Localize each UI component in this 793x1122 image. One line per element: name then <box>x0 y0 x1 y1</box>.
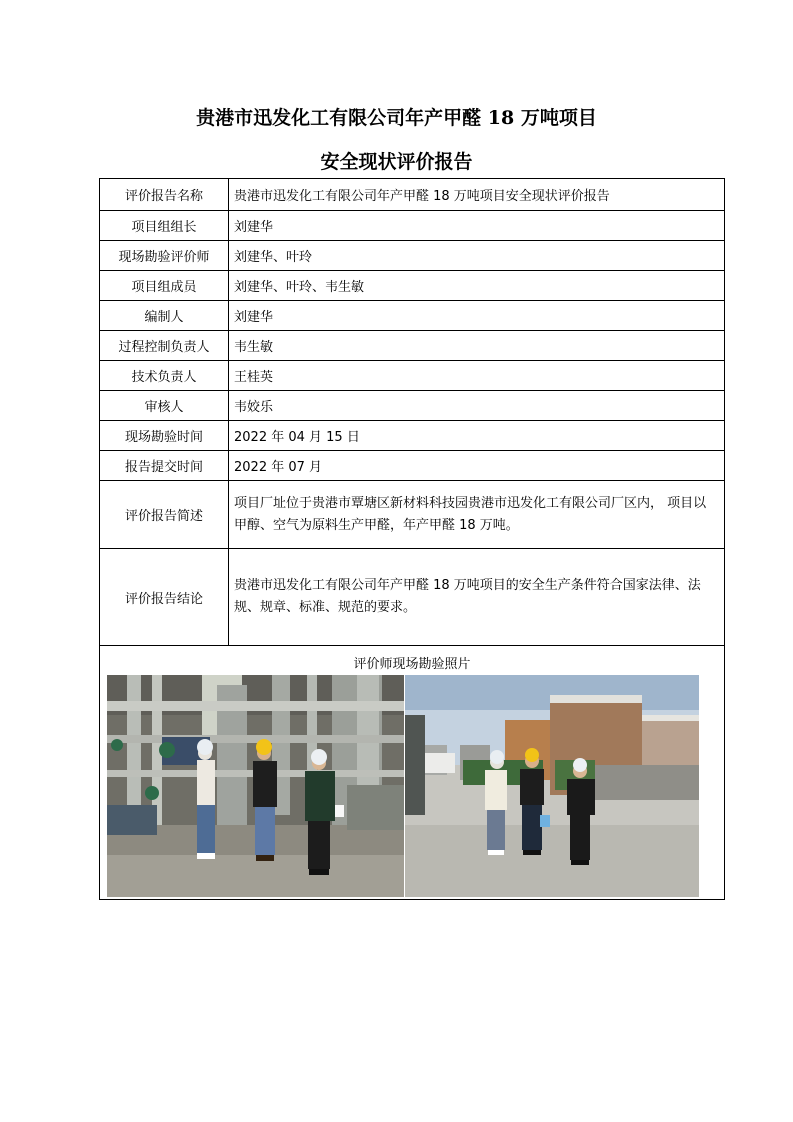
table-row <box>100 241 725 271</box>
row-value: 项目厂址位于贵港市覃塘区新材料科技园贵港市迅发化工有限公司厂区内， 项目以甲醇、空气为原料生产甲醛，年产甲醛 18 万吨。 <box>229 481 725 549</box>
row-value: 刘建华、叶玲 <box>229 241 725 271</box>
row-label: 编制人 <box>100 301 229 331</box>
row-label: 现场勘验评价师 <box>100 241 229 271</box>
table-row <box>100 271 725 301</box>
row-value: 王桂英 <box>229 361 725 391</box>
row-value: 刘建华、叶玲、韦生敏 <box>229 271 725 301</box>
row-label: 过程控制负责人 <box>100 331 229 361</box>
table-row <box>100 361 725 391</box>
table-row <box>100 391 725 421</box>
row-label: 评价报告名称 <box>100 179 229 211</box>
row-value: 2022 年 04 月 15 日 <box>229 421 725 451</box>
table-row <box>100 481 725 549</box>
table-row <box>100 421 725 451</box>
site-photo-storage-tanks <box>405 675 699 897</box>
row-label: 报告提交时间 <box>100 451 229 481</box>
row-label: 评价报告简述 <box>100 481 229 549</box>
row-value: 韦生敏 <box>229 331 725 361</box>
row-label: 评价报告结论 <box>100 549 229 646</box>
photos-caption: 评价师现场勘验照片 <box>353 657 471 672</box>
report-info-table <box>99 178 725 646</box>
site-photos-section <box>99 643 725 900</box>
table-row <box>100 451 725 481</box>
table-row <box>100 331 725 361</box>
row-label: 项目组组长 <box>100 211 229 241</box>
row-label: 技术负责人 <box>100 361 229 391</box>
table-row <box>100 549 725 646</box>
row-value: 2022 年 07 月 <box>229 451 725 481</box>
row-value: 贵港市迅发化工有限公司年产甲醛 18 万吨项目的安全生产条件符合国家法律、法规、规章、标准、规范的要求。 <box>229 549 725 646</box>
site-photo-plant-interior <box>107 675 404 897</box>
row-value: 刘建华 <box>229 301 725 331</box>
row-label: 项目组成员 <box>100 271 229 301</box>
row-label: 审核人 <box>100 391 229 421</box>
table-row <box>100 179 725 211</box>
row-value: 贵港市迅发化工有限公司年产甲醛 18 万吨项目安全现状评价报告 <box>229 179 725 211</box>
document-subtitle: 安全现状评价报告 <box>320 151 473 173</box>
table-row <box>100 211 725 241</box>
row-value: 刘建华 <box>229 211 725 241</box>
row-value: 韦姣乐 <box>229 391 725 421</box>
document-title: 贵港市迅发化工有限公司年产甲醛 18 万吨项目 <box>196 107 597 129</box>
table-row <box>100 301 725 331</box>
row-label: 现场勘验时间 <box>100 421 229 451</box>
